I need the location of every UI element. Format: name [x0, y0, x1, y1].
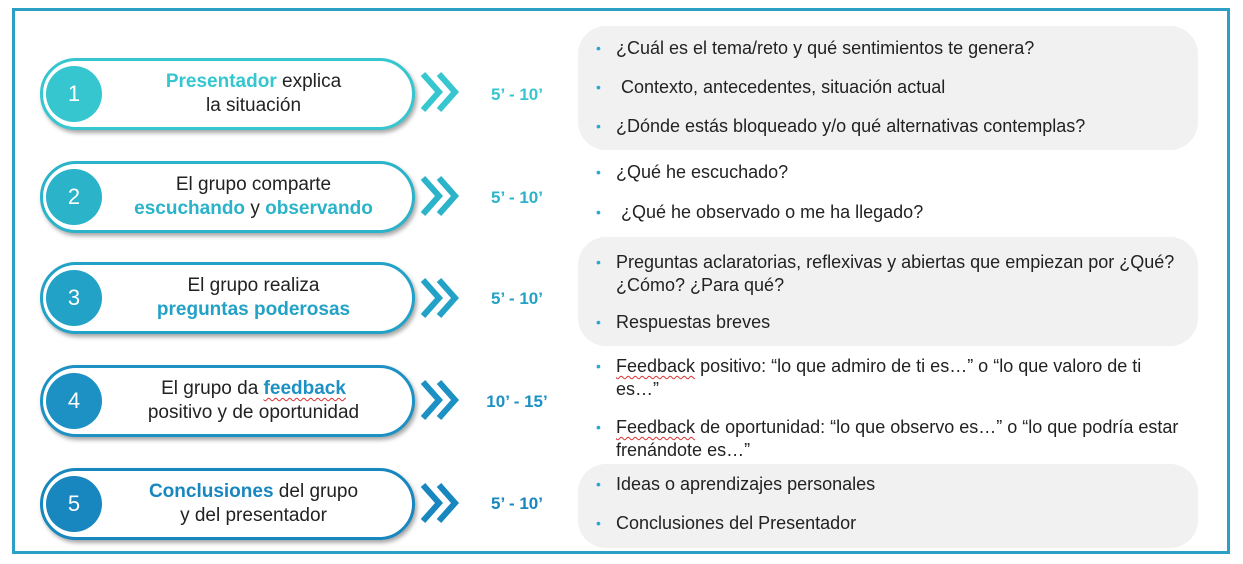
step-2-time: 5’ - 10’ [491, 188, 543, 207]
step-1-label-line1 [166, 70, 341, 94]
step-4-label-line1 [161, 377, 346, 401]
bullet-text: ¿Qué he escuchado? [616, 162, 789, 182]
step-5-time: 5’ - 10’ [491, 494, 543, 513]
bullet-dot-icon: • [596, 164, 601, 180]
bullet-feedback-word: Feedback [616, 356, 696, 376]
bullet-text: Respuestas breves [616, 312, 771, 332]
step-5-highlight: Conclusiones [148, 481, 274, 502]
step-1-number: 1 [46, 66, 102, 122]
step-5-label [106, 468, 401, 540]
double-chevron-right-icon [420, 481, 460, 525]
bullet-dot-icon: • [596, 476, 601, 492]
bullet-text: Ideas o aprendizajes personales [616, 474, 876, 494]
step-4-pill [40, 365, 415, 437]
list-item [596, 311, 1186, 334]
step-1-label [106, 58, 401, 130]
list-item [596, 76, 1186, 99]
double-chevron-right-icon [420, 174, 460, 218]
step-2-pill [40, 161, 415, 233]
bullet-text: Preguntas aclaratorias, reflexivas y abiertas que empiezan por ¿Qué? ¿Cómo? ¿Para qué? [616, 252, 1175, 295]
step-3-pill [40, 262, 415, 334]
bullet-text: Contexto, antecedentes, situación actual [616, 77, 946, 97]
bullet-text: Conclusiones del Presentador [616, 513, 857, 533]
step-2-label-line2 [134, 197, 373, 221]
bullet-dot-icon: • [596, 358, 601, 374]
step-5-pill [40, 468, 415, 540]
step-2-highlight-a: escuchando [134, 198, 246, 219]
step-2-number: 2 [46, 169, 102, 225]
step-5-label-line2: y del presentador [180, 505, 327, 526]
step-3-label-line1: El grupo realiza [187, 275, 320, 296]
step-4-highlight: feedback [263, 378, 346, 399]
bullet-dot-icon: • [596, 419, 601, 435]
step-2-label-line1: El grupo comparte [175, 174, 332, 195]
list-item [596, 161, 1186, 184]
step-3-highlight: preguntas poderosas [156, 299, 351, 320]
step-1-pill [40, 58, 415, 130]
bullet-dot-icon: • [596, 254, 601, 270]
double-chevron-right-icon [420, 70, 460, 114]
double-chevron-right-icon [420, 378, 460, 422]
list-item [596, 473, 1186, 496]
bullet-dot-icon: • [596, 40, 601, 56]
bullet-text: ¿Dónde estás bloqueado y/o qué alternativas contemplas? [616, 116, 1086, 136]
bullet-dot-icon: • [596, 314, 601, 330]
step-3-label [106, 262, 401, 334]
step-4-label-line2: positivo y de oportunidad [147, 402, 360, 423]
bullet-text: ¿Cuál es el tema/reto y qué sentimientos te genera? [616, 38, 1035, 58]
list-item [596, 201, 1186, 224]
bullet-dot-icon: • [596, 79, 601, 95]
bullet-feedback-word: Feedback [616, 417, 696, 437]
step-4-number: 4 [46, 373, 102, 429]
step-3-number: 3 [46, 270, 102, 326]
step-1-line1-rest: explica [276, 71, 342, 92]
step-4-time: 10’ - 15’ [486, 392, 548, 411]
list-item [596, 37, 1186, 60]
step-2-label [106, 161, 401, 233]
step-5-label-line1 [149, 480, 358, 504]
step-1-time: 5’ - 10’ [491, 85, 543, 104]
list-item [596, 251, 1186, 297]
step-2-highlight-b: observando [265, 198, 373, 219]
bullet-dot-icon: • [596, 204, 601, 220]
list-item [596, 115, 1186, 138]
bullet-text: ¿Qué he observado o me ha llegado? [616, 202, 924, 222]
list-item [596, 512, 1186, 535]
step-2-line2-mid: y [245, 198, 266, 219]
step-1-label-line2: la situación [205, 95, 302, 116]
step-5-line1-rest: del grupo [273, 481, 359, 502]
step-3-time: 5’ - 10’ [491, 289, 543, 308]
list-item [596, 355, 1186, 401]
bullet-text: positivo: “lo que admiro de ti es…” o “lo que valoro de ti es…” [616, 356, 1142, 399]
bullet-dot-icon: • [596, 118, 601, 134]
bullet-dot-icon: • [596, 515, 601, 531]
step-4-line1-prefix: El grupo da [161, 378, 264, 399]
step-4-label [106, 365, 401, 437]
step-1-highlight: Presentador [165, 71, 277, 92]
list-item [596, 416, 1186, 462]
bullet-text: de oportunidad: “lo que observo es…” o “lo que podría estar frenándote es…” [616, 417, 1179, 460]
double-chevron-right-icon [420, 276, 460, 320]
step-5-number: 5 [46, 476, 102, 532]
step-3-label-line2 [157, 298, 350, 322]
